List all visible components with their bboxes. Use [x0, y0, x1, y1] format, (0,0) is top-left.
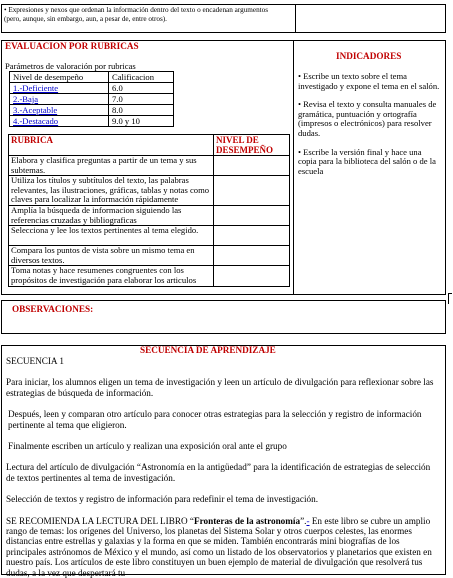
rubric-row [9, 226, 290, 246]
rubric-criterion-link[interactable]: Toma notas y hace resumenes congruentes con los propósitos de investigación para elaborar los articulos [11, 265, 197, 285]
grade-score: 6.0 [109, 83, 174, 94]
sequence-paragraph: Finalmente escriben un artículo y realizan una exposición oral ante el grupo [8, 441, 287, 452]
grade-row [10, 83, 174, 94]
grade-header-row [10, 72, 174, 83]
grade-score: 9.0 y 10 [109, 116, 174, 127]
rubric-row [9, 246, 290, 266]
grade-score: 8.0 [109, 105, 174, 116]
sequence-paragraph: Lectura del artículo de divulgación “Astronomía en la antigüedad” para la identificación de estrategias de selección de textos pertinentes al tema de investigación. [6, 462, 431, 483]
book-title: Fronteras de la astronomía [194, 515, 301, 526]
indicators-list [298, 72, 442, 185]
grade-score: 7.0 [109, 94, 174, 105]
recommend-mid: ”. [300, 515, 307, 526]
indicators-title: INDICADORES [336, 51, 402, 61]
recommend-rest: En este libro se cubre un amplio rango de temas: los orígenes del Universo, los planetas del Sistema Solar y otros cuerpos celestes, las enormes distancias entre estrellas y galaxias y la forma en que se miden. También encontrarás mini biografías de los principales astrónomos de México y el mundo, así como un listado de los observatorios y planetarios que existen en nuestro país. Los artículos de este libro constituyen un buen ejemplo de material de divulgación que resolverá tus dudas, a la vez que despertará tu [6, 515, 432, 578]
rubric-criterion: Utiliza los títulos y subtítulos del texto, las palabras relevantes, las ilustraciones, gráficas, tablas y notas como claves para localizar la información rápidamente [9, 176, 214, 206]
level-header: NIVEL DE DESEMPEÑO [214, 135, 290, 156]
rubric-level-cell [214, 205, 290, 225]
rubric-criterion: Amplía la búsqueda de informacion siguiendo las referencias cruzadas y bibliograficas [9, 205, 214, 225]
rubric-criterion: Selecciona y lee los textos pertinentes al tema elegido. [9, 226, 214, 246]
grade-row [10, 105, 174, 116]
rubric-row [9, 205, 290, 225]
sequence-title: SECUENCIA DE APRENDIZAJE [140, 345, 276, 355]
rubric-level-cell [214, 246, 290, 266]
sequence-paragraph: Selección de textos y registro de información para redefinir el tema de investigación. [6, 494, 319, 505]
connectors-text: • Expresiones y nexos que ordenan la información dentro del texto o encadenan argumentos (pero, aunque, sin embargo, aun, a pesar de, entre otros). [4, 6, 269, 23]
rubric-level-cell [214, 266, 290, 286]
indicator-item: • Escribe la versión final y hace una copia para la biblioteca del salón o de la escuela [298, 146, 436, 176]
grade-level-link[interactable]: 4.-Destacado [13, 115, 59, 126]
rubric-table [8, 134, 290, 287]
grade-level-link[interactable]: 2.-Baja [13, 93, 39, 104]
sequence-body [6, 356, 436, 578]
rubric-criterion: Compara los puntos de vista sobre un mismo tema en diversos textos. [9, 246, 214, 266]
rubric-row [9, 156, 290, 176]
rubric-header: RUBRICA [9, 135, 214, 156]
rubric-header-row [9, 135, 290, 156]
evaluation-title: EVALUACION POR RUBRICAS [5, 41, 139, 51]
rubric-level-cell [214, 176, 290, 206]
grade-row [10, 116, 174, 127]
top-row-right-cell [295, 4, 446, 33]
grade-table [9, 71, 174, 127]
grade-level-link[interactable]: 1.-Deficiente [13, 82, 59, 93]
cursor-marker [448, 293, 452, 304]
sequence-paragraph: Para iniciar, los alumnos eligen un tema de investigación y leen un artículo de divulgación para reflexionar sobre las estrategias de búsqueda de información. [6, 377, 434, 398]
grade-header-level: Nivel de desempeño [10, 72, 109, 83]
sequence-subtitle: SECUENCIA 1 [6, 356, 64, 366]
grade-header-score: Calificacion [109, 72, 174, 83]
indicator-item: • Revisa el texto y consulta manuales de gramática, puntuación y ortografía (impresos o electrónicos) para resolver dudas. [298, 99, 437, 138]
sequence-paragraph: Después, leen y comparan otro artículo para conocer otras estrategias para la selección y registro de información pertinente al tema que eligieron. [8, 409, 422, 430]
book-recommendation [6, 516, 436, 578]
observations-title: OBSERVACIONES: [12, 304, 94, 314]
recommend-link[interactable]: - [306, 515, 310, 526]
grade-row [10, 94, 174, 105]
rubric-level-cell [214, 156, 290, 176]
recommend-prefix: SE RECOMIENDA LA LECTURA DEL LIBRO “ [6, 515, 194, 526]
grade-level-link[interactable]: 3.-Aceptable [13, 104, 58, 115]
params-label: Parámetros de valoración por rubricas [5, 61, 136, 71]
rubric-level-cell [214, 226, 290, 246]
rubric-criterion: Elabora y clasifica preguntas a partir de un tema y sus subtemas. [9, 156, 214, 176]
rubric-row [9, 266, 290, 286]
rubric-row [9, 176, 290, 206]
indicator-item: • Escribe un texto sobre el tema investigado y expone el tema en el salón. [298, 71, 440, 91]
